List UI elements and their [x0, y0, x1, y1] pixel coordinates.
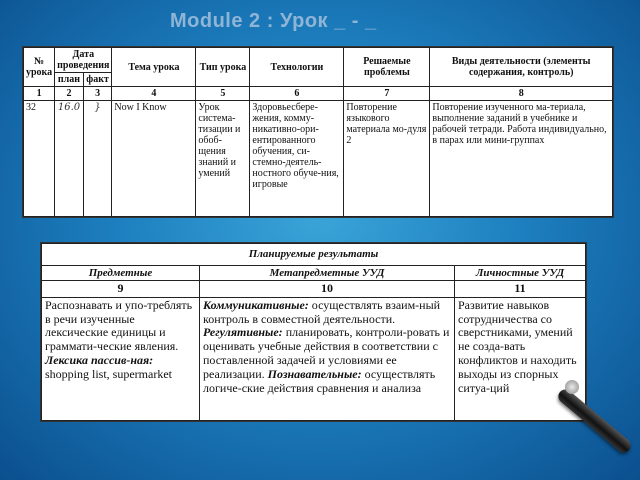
column-number: 1 [24, 87, 55, 101]
header-personal: Личностные УУД [455, 266, 586, 281]
reg-label: Регулятивные: [203, 325, 283, 340]
cog-text: осуществлять логиче-ские действия сравнения и анализа [203, 366, 436, 395]
header-fact: факт [83, 73, 112, 87]
column-number: 9 [42, 281, 200, 298]
cell-problems: Повторение языкового материала мо-дуля 2 [344, 101, 430, 217]
header-lesson-no: № урока [24, 48, 55, 87]
pen-tip-icon [565, 380, 579, 394]
cell-lesson-no: 32 [24, 101, 55, 217]
column-number: 8 [430, 87, 613, 101]
column-number: 2 [55, 87, 84, 101]
cell-lesson-type: Урок система-тизации и обоб-щения знаний и умений [196, 101, 250, 217]
column-number: 3 [83, 87, 112, 101]
column-number: 4 [112, 87, 196, 101]
header-topic: Тема урока [112, 48, 196, 87]
slide-title: Module 2 : Урок _ - _ [170, 10, 377, 32]
cell-topic: Now I Know [112, 101, 196, 217]
column-number: 11 [455, 281, 586, 298]
cell-personal-results: Развитие навыков сотрудничества со сверстниками, умений не созда-вать конфликтов и находить выходы из спорных ситуа-ций [455, 297, 586, 420]
cell-fact-date: } [83, 101, 112, 217]
column-number: 5 [196, 87, 250, 101]
column-number: 7 [344, 87, 430, 101]
subject-text: Распознавать и упо-треблять в речи изученные лексические единицы и граммати-ческие явления. [45, 297, 193, 354]
vocab-text: shopping list, supermarket [45, 366, 172, 381]
header-activities: Виды деятельности (элементы содержания, контроль) [430, 48, 613, 87]
lesson-plan-table-top [22, 46, 614, 218]
comm-text: осуществлять взаим-ный контроль в совместной деятельности. [203, 297, 441, 326]
cell-meta-results [200, 297, 455, 420]
header-plan: план [55, 73, 84, 87]
header-date: Дата проведения [55, 48, 112, 73]
cell-technologies: Здоровьесбере-жения, комму-никативно-ори-ентированного обучения, си-стемно-деятель-ностного обуче-ния, игровые [250, 101, 344, 217]
header-lesson-type: Тип урока [196, 48, 250, 87]
cell-plan-date: 16.0 [55, 101, 84, 217]
header-planned-results: Планируемые результаты [42, 244, 586, 266]
cell-subject-results [42, 297, 200, 420]
comm-label: Коммуникативные: [203, 297, 309, 312]
vocab-label: Лексика пассив-ная: [45, 353, 154, 368]
cog-label: Познавательные: [267, 366, 362, 381]
column-number: 10 [200, 281, 455, 298]
header-technologies: Технологии [250, 48, 344, 87]
header-subject: Предметные [42, 266, 200, 281]
column-number: 6 [250, 87, 344, 101]
header-problems: Решаемые проблемы [344, 48, 430, 87]
reg-text: планировать, контроли-ровать и оценивать учебные действия в соответствии с поставленной задачей и условиями ее реализации. [203, 325, 450, 381]
cell-activities: Повторение изученного ма-териала, выполнение заданий в учебнике и рабочей тетради. Работа индивидуально, в парах или мини-группах [430, 101, 613, 217]
lesson-plan-table-bottom [40, 242, 587, 422]
header-meta: Метапредметные УУД [200, 266, 455, 281]
